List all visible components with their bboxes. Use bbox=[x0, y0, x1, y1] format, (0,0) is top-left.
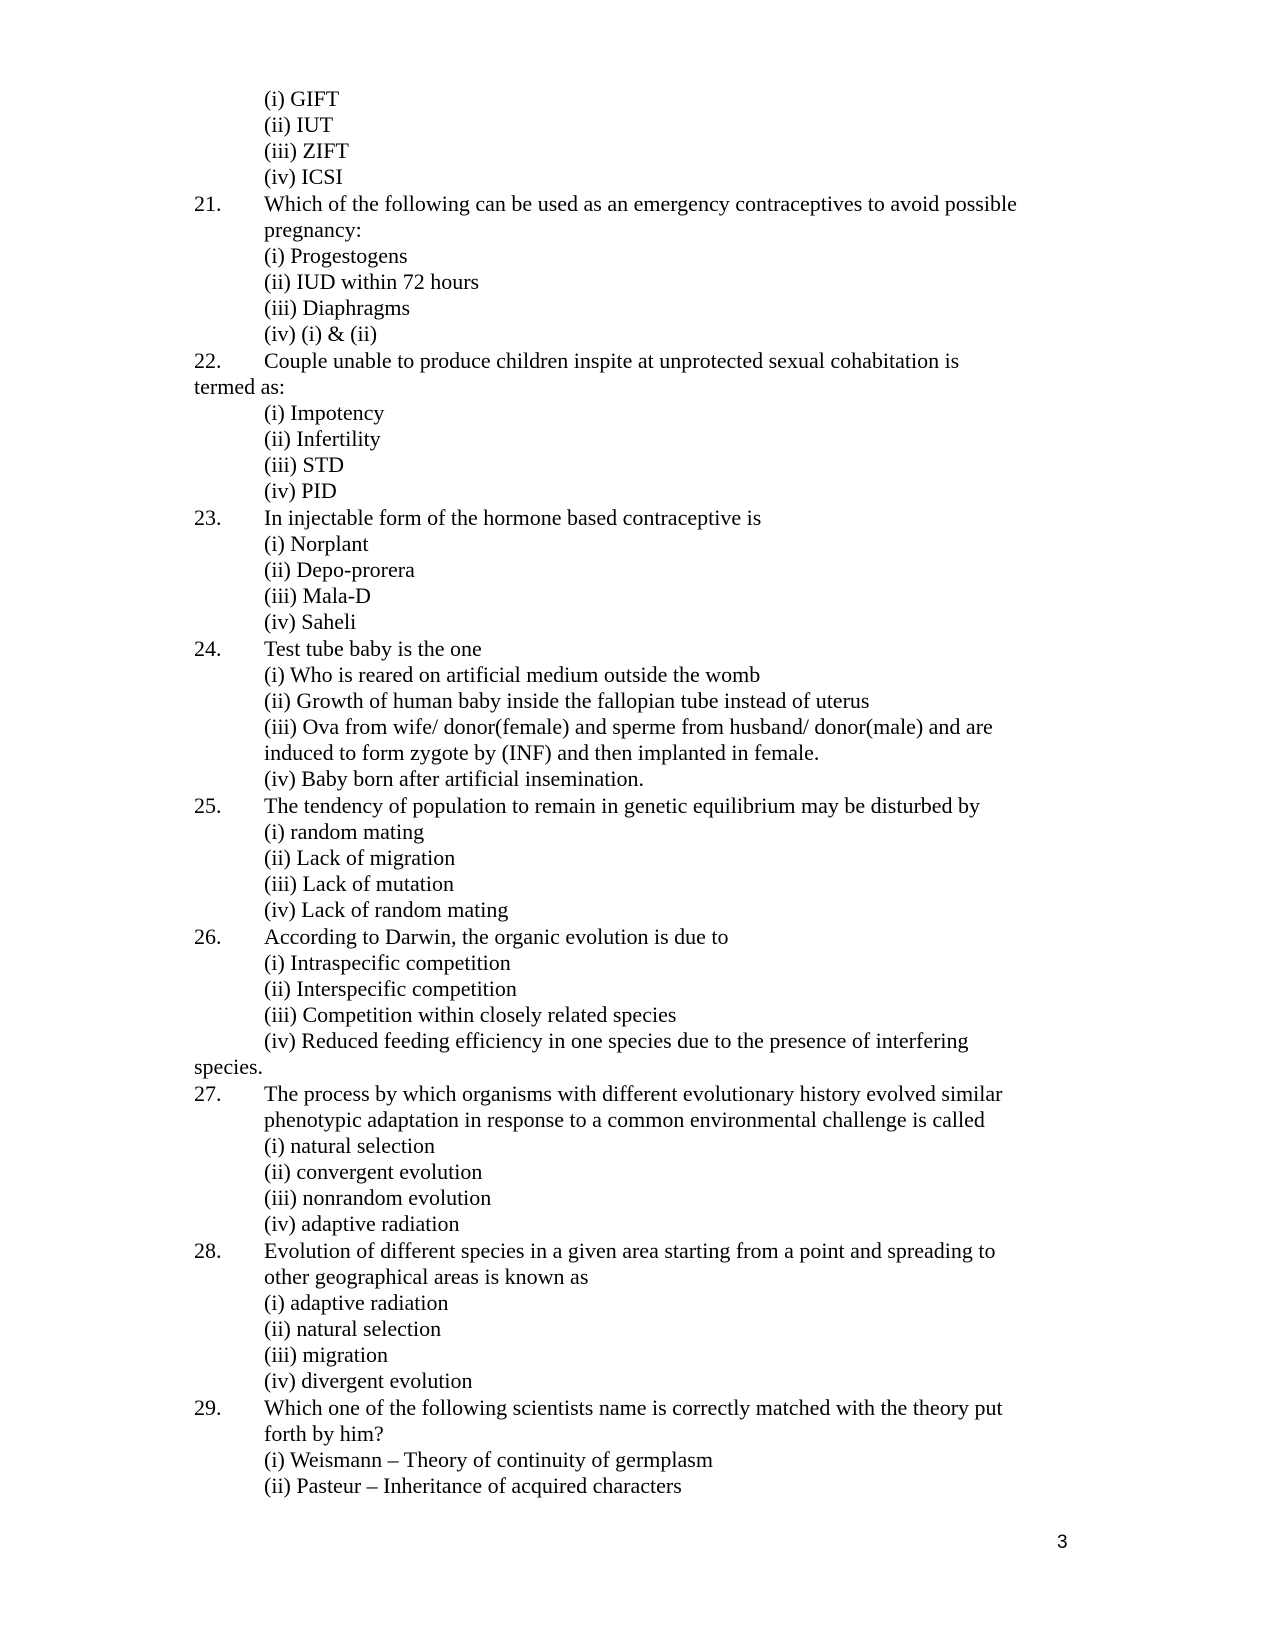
question-number: 23. bbox=[194, 505, 222, 530]
question-option: (i) Who is reared on artificial medium outside the womb bbox=[264, 662, 761, 687]
question-option: (iv) Lack of random mating bbox=[264, 897, 509, 922]
question-text: forth by him? bbox=[264, 1421, 384, 1446]
question-number: 27. bbox=[194, 1081, 222, 1106]
question-number: 21. bbox=[194, 191, 222, 216]
page-number: 3 bbox=[1057, 1532, 1068, 1553]
question-text: phenotypic adaptation in response to a common environmental challenge is called bbox=[264, 1107, 985, 1132]
question-option: (i) natural selection bbox=[264, 1133, 436, 1158]
question-option: (iii) Mala-D bbox=[264, 583, 371, 608]
q20-option: (iv) ICSI bbox=[264, 164, 343, 189]
question-option: (iv) adaptive radiation bbox=[264, 1211, 460, 1236]
question-option: (iii) Diaphragms bbox=[264, 295, 411, 320]
question-option: (ii) Growth of human baby inside the fallopian tube instead of uterus bbox=[264, 688, 870, 713]
question-option: (ii) Depo-prorera bbox=[264, 557, 415, 582]
question-option: (ii) Lack of migration bbox=[264, 845, 456, 870]
question-text: Evolution of different species in a given area starting from a point and spreading to bbox=[264, 1238, 996, 1263]
question-text: The process by which organisms with different evolutionary history evolved similar bbox=[264, 1081, 1003, 1106]
q20-option: (ii) IUT bbox=[264, 112, 334, 137]
question-option: (ii) Pasteur – Inheritance of acquired characters bbox=[264, 1473, 682, 1498]
question-text: pregnancy: bbox=[264, 217, 362, 242]
question-option: (iv) divergent evolution bbox=[264, 1368, 473, 1393]
question-option: (i) random mating bbox=[264, 819, 425, 844]
question-number: 25. bbox=[194, 793, 222, 818]
question-number: 29. bbox=[194, 1395, 222, 1420]
question-text: termed as: bbox=[194, 374, 286, 399]
question-option: induced to form zygote by (INF) and then implanted in female. bbox=[264, 740, 820, 765]
question-text: According to Darwin, the organic evolution is due to bbox=[264, 924, 729, 949]
question-option: (iii) migration bbox=[264, 1342, 389, 1367]
question-option: (iv) Reduced feeding efficiency in one species due to the presence of interfering bbox=[264, 1028, 969, 1053]
question-text: In injectable form of the hormone based contraceptive is bbox=[264, 505, 762, 530]
question-option: (iii) Lack of mutation bbox=[264, 871, 454, 896]
question-option: (ii) IUD within 72 hours bbox=[264, 269, 480, 294]
question-option: (iii) Ova from wife/ donor(female) and sperme from husband/ donor(male) and are bbox=[264, 714, 993, 739]
question-option: (iii) Competition within closely related species bbox=[264, 1002, 677, 1027]
question-option: (ii) natural selection bbox=[264, 1316, 442, 1341]
question-option: (i) Progestogens bbox=[264, 243, 408, 268]
question-number: 24. bbox=[194, 636, 222, 661]
question-option: (ii) Infertility bbox=[264, 426, 381, 451]
question-text: Which of the following can be used as an emergency contraceptives to avoid possible bbox=[264, 191, 1017, 216]
question-text: other geographical areas is known as bbox=[264, 1264, 589, 1289]
question-option: (i) adaptive radiation bbox=[264, 1290, 449, 1315]
q20-option: (iii) ZIFT bbox=[264, 138, 349, 163]
question-option: (iv) Baby born after artificial insemination. bbox=[264, 766, 644, 791]
question-text: The tendency of population to remain in genetic equilibrium may be disturbed by bbox=[264, 793, 981, 818]
question-text: Couple unable to produce children inspite at unprotected sexual cohabitation is bbox=[264, 348, 960, 373]
question-option: (iv) Saheli bbox=[264, 609, 357, 634]
question-number: 22. bbox=[194, 348, 222, 373]
q20-option: (i) GIFT bbox=[264, 86, 340, 111]
question-number: 28. bbox=[194, 1238, 222, 1263]
question-option: (i) Norplant bbox=[264, 531, 369, 556]
question-option: (ii) convergent evolution bbox=[264, 1159, 483, 1184]
question-option: (iii) STD bbox=[264, 452, 345, 477]
question-option: (i) Weismann – Theory of continuity of germplasm bbox=[264, 1447, 713, 1472]
question-option: (i) Intraspecific competition bbox=[264, 950, 511, 975]
question-option: species. bbox=[194, 1054, 264, 1079]
question-text: Test tube baby is the one bbox=[264, 636, 482, 661]
question-option: (iv) (i) & (ii) bbox=[264, 321, 378, 346]
question-option: (iv) PID bbox=[264, 478, 337, 503]
question-option: (ii) Interspecific competition bbox=[264, 976, 517, 1001]
question-option: (i) Impotency bbox=[264, 400, 385, 425]
question-text: Which one of the following scientists name is correctly matched with the theory put bbox=[264, 1395, 1003, 1420]
question-number: 26. bbox=[194, 924, 222, 949]
question-option: (iii) nonrandom evolution bbox=[264, 1185, 492, 1210]
